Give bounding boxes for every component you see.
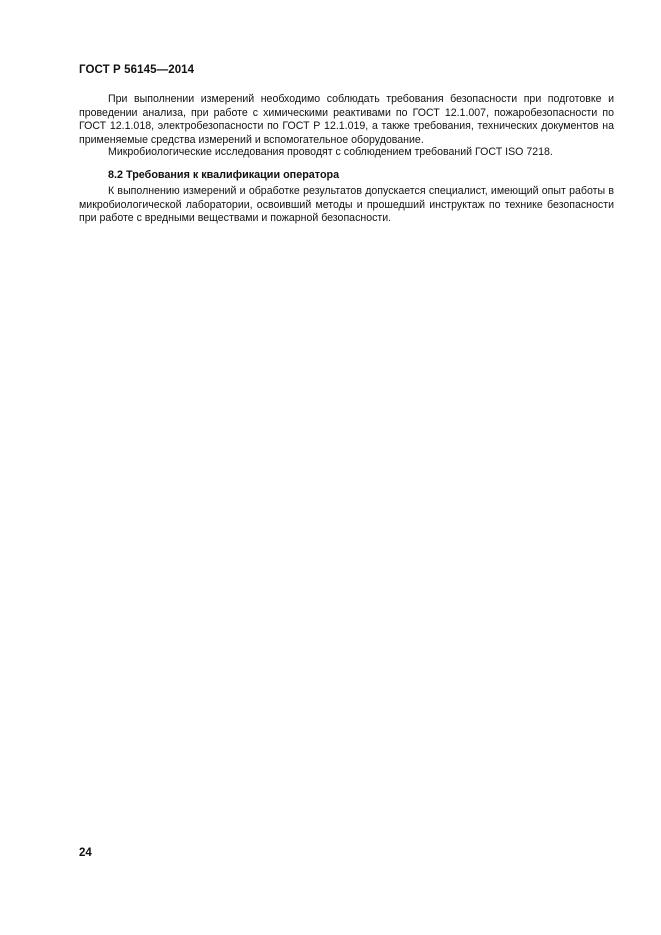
page-number: 24 [79,847,92,859]
safety-text-block [79,93,614,147]
microbiology-text-block [79,146,614,160]
qualification-text-block [79,185,614,226]
microbiology-paragraph: Микробиологические исследования проводят с соблюдением требований ГОСТ ISO 7218. [108,146,553,158]
standard-id-header: ГОСТ Р 56145—2014 [79,64,195,76]
qualification-paragraph: К выполнению измерений и обработке результатов допускается специалист, имеющий опыт работы в микробиологической лаборатории, освоивший методы и прошедший инструктаж по технике безопасности при работе с вредными веществами и пожарной безопасности. [79,185,614,225]
section-heading: 8.2 Требования к квалификации оператора [108,169,340,181]
safety-paragraph: При выполнении измерений необходимо соблюдать требования безопасности при подготовке и проведении анализа, при работе с химическими реактивами по ГОСТ 12.1.007, пожаробезопасности по ГОСТ 12.1.018, электробезопасности по ГОСТ Р 12.1.019, а также требования, технических документов на применяемые средства измерений и вспомогательное оборудование. [79,93,614,146]
